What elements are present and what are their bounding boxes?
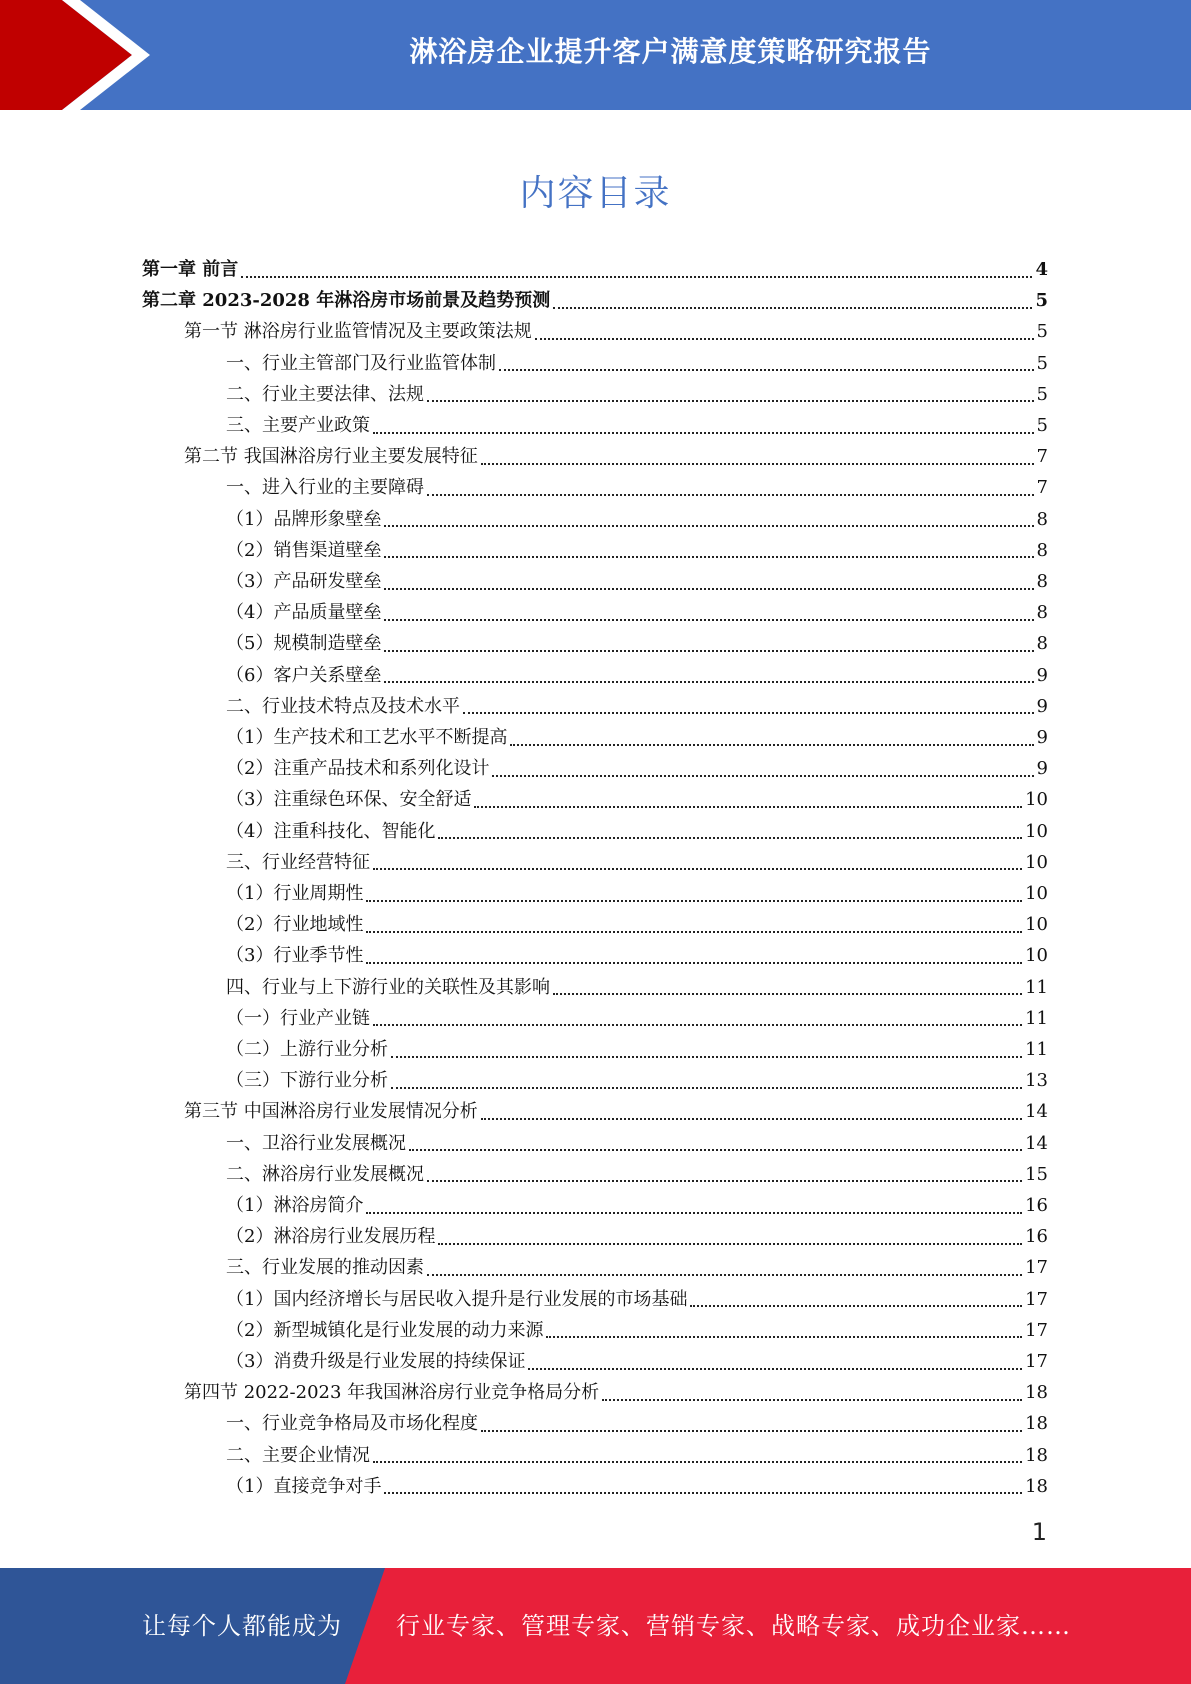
toc-dot-leader [463,712,1034,714]
toc-entry-label: 一、卫浴行业发展概况 [226,1132,406,1154]
toc-entry[interactable] [226,940,1048,971]
toc-entry-page: 18 [1025,1444,1048,1466]
toc-entry[interactable] [226,691,1048,722]
toc-entry[interactable] [226,1284,1048,1315]
toc-entry-label: 三、行业经营特征 [226,851,370,873]
toc-entry-label: （2）淋浴房行业发展历程 [226,1226,436,1248]
toc-entry-label: （三）下游行业分析 [226,1070,388,1092]
toc-entry-label: 第一章 前言 [142,259,239,280]
toc-entry-label: 第二章 2023-2028 年淋浴房市场前景及趋势预测 [142,290,551,312]
toc-entry-page: 18 [1025,1475,1048,1497]
toc-entry-page: 17 [1025,1257,1048,1279]
toc-entry-page: 5 [1036,383,1048,405]
toc-entry-label: （2）销售渠道壁垒 [226,539,382,561]
toc-entry-page: 11 [1025,976,1048,998]
toc-dot-leader [391,1087,1022,1089]
toc-entry-page: 10 [1025,883,1048,904]
toc-dot-leader [384,681,1033,683]
toc-entry-page: 11 [1025,1039,1048,1060]
toc-entry[interactable] [226,784,1048,815]
toc-entry[interactable] [226,1346,1048,1377]
page-footer [0,1568,1191,1684]
toc-entry-label: 第一节 淋浴房行业监管情况及主要政策法规 [184,321,532,343]
toc-entry-page: 5 [1036,352,1048,374]
toc-entry[interactable] [226,410,1048,441]
toc-entry-label: （3）注重绿色环保、安全舒适 [226,789,472,811]
toc-entry-page: 14 [1025,1101,1048,1123]
toc-entry-page: 8 [1036,508,1048,530]
toc-entry[interactable] [226,1190,1048,1221]
toc-dot-leader [553,993,1022,995]
toc-dot-leader [366,931,1022,933]
toc-dot-leader [481,1118,1022,1120]
toc-entry-page: 18 [1025,1413,1048,1435]
toc-entry[interactable] [226,535,1048,566]
toc-entry-page: 5 [1035,290,1048,312]
toc-heading: 内容目录 [519,173,672,214]
toc-entry-label: 二、行业主要法律、法规 [226,383,424,405]
report-title: 淋浴房企业提升客户满意度策略研究报告 [409,35,932,68]
toc-entry[interactable] [226,566,1048,597]
toc-entry-label: 一、行业主管部门及行业监管体制 [226,352,496,374]
toc-entry-page: 9 [1036,758,1048,780]
toc-dot-leader [241,276,1032,278]
toc-dot-leader [535,338,1034,340]
toc-entry-page: 15 [1025,1163,1048,1185]
toc-entry[interactable] [226,1003,1048,1034]
toc-entry[interactable] [226,628,1048,659]
toc-entry[interactable] [226,379,1048,410]
toc-entry-page: 9 [1036,695,1048,717]
toc-dot-leader [391,1056,1022,1058]
toc-entry-label: （6）客户关系壁垒 [226,664,382,686]
toc-dot-leader [438,1243,1022,1245]
toc-entry-label: （4）产品质量壁垒 [226,602,382,624]
toc-entry-label: （1）直接竞争对手 [226,1475,382,1497]
toc-entry[interactable] [226,847,1048,878]
toc-entry-page: 17 [1025,1351,1048,1372]
toc-entry[interactable] [184,316,1048,347]
toc-entry-label: 第四节 2022-2023 年我国淋浴房行业竞争格局分析 [184,1382,600,1404]
toc-dot-leader [384,1492,1022,1494]
toc-dot-leader [492,775,1033,777]
toc-dot-leader [384,650,1033,652]
toc-entry-page: 16 [1025,1195,1048,1216]
toc-entry[interactable] [226,1034,1048,1065]
toc-entry-label: （5）规模制造壁垒 [226,633,382,655]
toc-entry-label: 二、行业技术特点及技术水平 [226,695,460,717]
toc-dot-leader [499,369,1034,371]
toc-entry-page: 10 [1025,820,1048,842]
toc-dot-leader [409,1149,1022,1151]
toc-entry-label: 一、行业竞争格局及市场化程度 [226,1413,478,1435]
toc-entry[interactable] [226,1159,1048,1190]
toc-entry-label: 二、淋浴房行业发展概况 [226,1163,424,1185]
toc-entry-page: 5 [1036,321,1048,343]
toc-entry-label: （2）新型城镇化是行业发展的动力来源 [226,1319,544,1341]
toc-dot-leader [373,868,1022,870]
toc-dot-leader [384,556,1033,558]
toc-dot-leader [481,463,1034,465]
toc-entry[interactable] [226,1471,1048,1502]
toc-entry[interactable] [184,1377,1048,1408]
toc-entry-page: 8 [1036,633,1048,655]
toc-entry[interactable] [226,504,1048,535]
toc-entry-label: （3）行业季节性 [226,945,364,967]
toc-entry-page: 9 [1036,664,1048,686]
toc-dot-leader [373,1024,1022,1026]
toc-entry[interactable] [184,441,1048,472]
toc-entry-page: 10 [1025,851,1048,873]
toc-entry-page: 17 [1025,1319,1048,1341]
toc-dot-leader [373,1461,1022,1463]
toc-entry-page: 8 [1036,602,1048,624]
toc-entry-page: 7 [1036,446,1048,468]
toc-entry-label: 第二节 我国淋浴房行业主要发展特征 [184,446,478,468]
toc-dot-leader [481,1430,1022,1432]
toc-entry-label: （2）注重产品技术和系列化设计 [226,758,490,780]
toc-dot-leader [528,1368,1022,1370]
toc-entry[interactable] [142,254,1048,285]
toc-dot-leader [373,432,1034,434]
footer-slogan-left: 让每个人都能成为 [142,1612,342,1640]
toc-entry-label: （2）行业地域性 [226,914,364,936]
toc-dot-leader [553,307,1032,309]
toc-entry[interactable] [226,878,1048,909]
toc-entry-label: 三、行业发展的推动因素 [226,1257,424,1279]
toc-entry-label: （3）产品研发壁垒 [226,571,382,592]
toc-entry[interactable] [226,1252,1048,1283]
toc-entry-page: 8 [1036,539,1048,561]
toc-dot-leader [384,525,1033,527]
toc-entry-label: （二）上游行业分析 [226,1039,388,1060]
toc-entry-label: 四、行业与上下游行业的关联性及其影响 [226,976,550,998]
toc-entry-page: 14 [1025,1132,1048,1154]
toc-entry-page: 4 [1035,259,1048,280]
footer-slogan-right: 行业专家、管理专家、营销专家、战略专家、成功企业家…… [396,1612,1071,1640]
toc-entry[interactable] [226,1440,1048,1471]
toc-entry[interactable] [226,1315,1048,1346]
toc-dot-leader [366,900,1022,902]
toc-entry-label: 二、主要企业情况 [226,1444,370,1466]
page-number: 1 [1031,1518,1047,1546]
toc-entry[interactable] [184,1096,1048,1127]
toc-entry[interactable] [142,285,1048,316]
toc-entry-label: （4）注重科技化、智能化 [226,820,436,842]
toc-entry-page: 10 [1025,914,1048,936]
toc-entry[interactable] [226,472,1048,503]
toc-entry-page: 9 [1036,727,1048,748]
toc-entry-page: 18 [1025,1382,1048,1404]
toc-dot-leader [438,837,1022,839]
toc-entry[interactable] [226,1065,1048,1096]
toc-entry-page: 17 [1025,1288,1048,1310]
toc-entry-page: 13 [1025,1070,1048,1092]
toc-entry[interactable] [226,909,1048,940]
page-header [0,0,1191,110]
toc-entry-label: （3）消费升级是行业发展的持续保证 [226,1351,526,1372]
toc-dot-leader [427,494,1034,496]
toc-entry[interactable] [226,753,1048,784]
toc-entry[interactable] [226,1408,1048,1439]
toc-entry-label: 一、进入行业的主要障碍 [226,477,424,499]
toc-dot-leader [384,588,1033,590]
toc-entry-label: （一）行业产业链 [226,1007,370,1029]
toc-entry[interactable] [226,722,1048,753]
toc-dot-leader [690,1305,1022,1307]
toc-dot-leader [427,1180,1022,1182]
toc-dot-leader [427,400,1034,402]
toc-entry[interactable] [226,348,1048,379]
toc-entry[interactable] [226,1221,1048,1252]
toc-entry-label: （1）品牌形象壁垒 [226,508,382,530]
toc-entry-label: （1）国内经济增长与居民收入提升是行业发展的市场基础 [226,1288,688,1310]
toc-entry-page: 7 [1036,477,1048,499]
toc-dot-leader [366,962,1022,964]
toc-entry-label: （1）行业周期性 [226,883,364,904]
toc-entry-label: （1）淋浴房简介 [226,1195,364,1216]
toc-entry-label: 第三节 中国淋浴房行业发展情况分析 [184,1101,478,1123]
toc-entry-page: 10 [1025,945,1048,967]
toc-entry[interactable] [226,816,1048,847]
toc-dot-leader [474,806,1022,808]
toc-entry-page: 5 [1036,415,1048,436]
toc-entry-page: 8 [1036,571,1048,592]
toc-dot-leader [602,1399,1022,1401]
toc-entry[interactable] [226,1128,1048,1159]
toc-entry[interactable] [226,972,1048,1003]
toc-entry-label: （1）生产技术和工艺水平不断提高 [226,727,508,748]
toc-entry-page: 11 [1025,1007,1048,1029]
toc-dot-leader [366,1212,1022,1214]
toc-entry[interactable] [226,597,1048,628]
toc-dot-leader [427,1274,1022,1276]
toc-dot-leader [510,744,1033,746]
toc-entry-label: 三、主要产业政策 [226,415,370,436]
toc-dot-leader [384,619,1033,621]
toc-dot-leader [546,1336,1022,1338]
toc-entry-page: 16 [1025,1226,1048,1248]
toc-entry[interactable] [226,660,1048,691]
toc-entry-page: 10 [1025,789,1048,811]
